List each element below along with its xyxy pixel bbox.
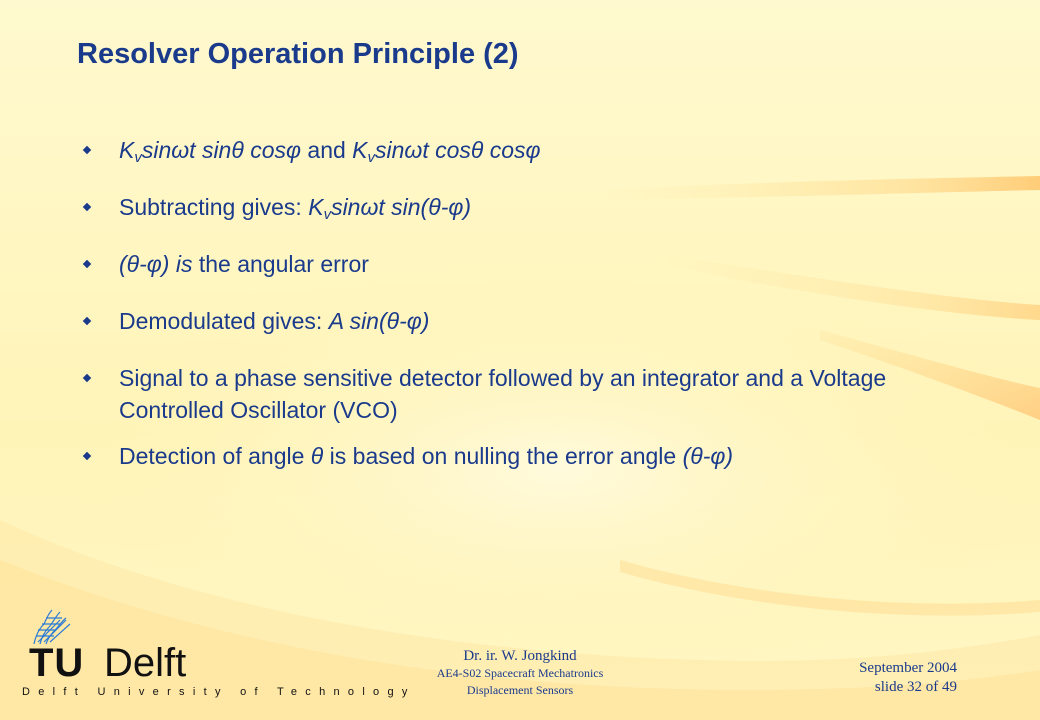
footer-author-block — [400, 647, 640, 699]
footer-date-block — [800, 659, 957, 697]
bullet-text-segment: (θ-φ) is — [119, 251, 193, 277]
bullet-text-segment: Detection of angle — [119, 443, 311, 469]
bullet-item — [80, 305, 940, 337]
bullet-item — [80, 362, 940, 426]
bullet-text-segment: v — [323, 206, 332, 223]
bullet-diamond-icon — [83, 374, 91, 382]
bullet-text-segment: and — [301, 137, 353, 163]
bullet-text-segment: sinωt sin(θ-φ) — [331, 194, 472, 220]
bullet-text-segment: K — [352, 137, 368, 163]
bullet-item — [80, 134, 940, 166]
bullet-list — [80, 134, 940, 497]
bullet-text-segment: sinωt cosθ cosφ — [375, 137, 541, 163]
bullet-item — [80, 440, 940, 472]
bullet-text-segment: Signal to a phase sensitive detector followed by an integrator and a Voltage Controlled Oscillator (VCO) — [119, 365, 887, 423]
bullet-text-segment: K — [119, 137, 135, 163]
bullet-text-segment: θ — [310, 443, 324, 469]
bullet-text-segment: v — [134, 149, 142, 166]
slide-title: Resolver Operation Principle (2) — [77, 38, 519, 70]
bullet-text-segment: sinωt sinθ cosφ — [141, 137, 302, 163]
slide-number: slide 32 of 49 — [874, 679, 957, 695]
tu-delft-flame-icon — [26, 606, 86, 646]
bullet-diamond-icon — [83, 260, 91, 268]
bullet-item — [80, 191, 940, 223]
bullet-text-segment: Demodulated gives: — [119, 308, 329, 334]
topic-name: Displacement Sensors — [466, 683, 574, 697]
bullet-text-segment: v — [367, 149, 376, 166]
bullet-text-segment: (θ-φ) — [682, 443, 734, 469]
author-name: Dr. ir. W. Jongkind — [463, 648, 577, 664]
university-name: Delft University of Technology — [22, 686, 416, 698]
bullet-text-segment: Subtracting gives: — [119, 194, 309, 220]
logo-delft: Delft — [104, 641, 187, 685]
slide-date: September 2004 — [859, 660, 957, 676]
bullet-diamond-icon — [83, 146, 91, 154]
bullet-text-segment: A sin(θ-φ) — [328, 308, 430, 334]
bullet-text-segment: is based on nulling the error angle — [323, 443, 683, 469]
bullet-item — [80, 248, 940, 280]
bullet-text-segment: K — [308, 194, 324, 220]
bullet-diamond-icon — [83, 203, 91, 211]
bullet-diamond-icon — [83, 317, 91, 325]
bullet-diamond-icon — [83, 452, 91, 460]
bullet-text-segment: the angular error — [192, 251, 369, 277]
logo-tu: TU — [29, 641, 85, 685]
course-name: AE4-S02 Spacecraft Mechatronics — [436, 666, 604, 680]
